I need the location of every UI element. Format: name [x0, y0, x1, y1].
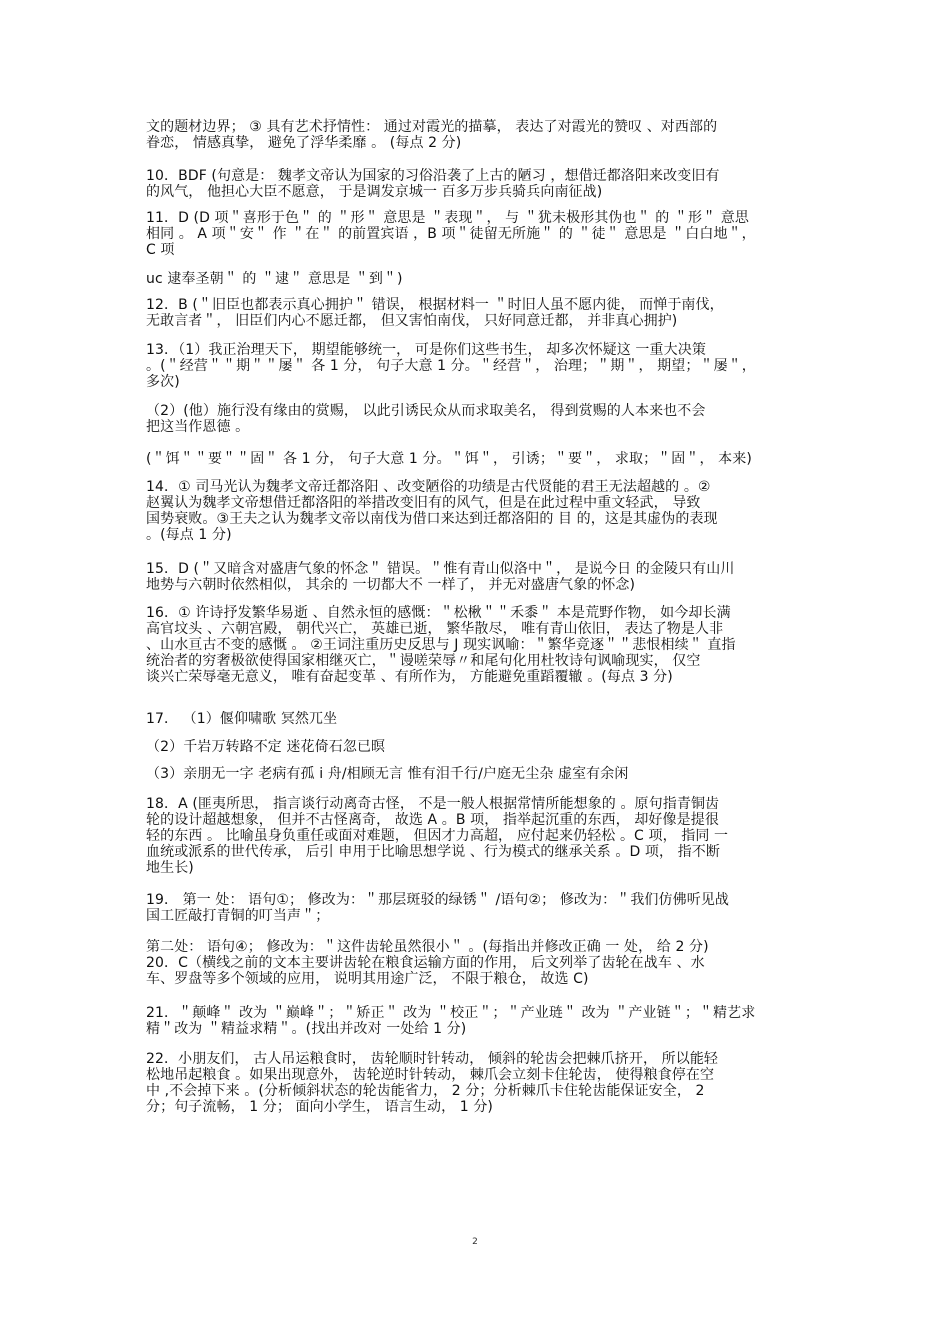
text-line: 中 ,不会掉下来 。(分析倾斜状态的轮齿能省力， 2 分；分析棘爪卡住轮齿能保证安全， 2 [146, 1083, 705, 1099]
text-line: 。(每点 1 分) [146, 527, 232, 543]
text-line: 22．小朋友们， 古人吊运粮食时， 齿轮顺时针转动， 倾斜的轮齿会把棘爪挤开， 所以能轻 [146, 1051, 719, 1067]
text-line: 赵翼认为魏孝文帝想借迁都洛阳的举措改变旧有的风气，但是在此过程中重文轻武， 导致 [146, 495, 701, 511]
text-line: （3）亲朋无一字 老病有孤 i 舟/相顾无言 惟有泪千行/户庭无尘杂 虚室有余闲 [146, 766, 629, 782]
text-line: 17． （1）偃仰啸歌 冥然兀坐 [146, 711, 338, 727]
text-line: 国势衰败。③王夫之认为魏孝文帝以南伐为借口来达到迁都洛阳的 目 的，这是其虚伪的表现 [146, 511, 718, 527]
text-line: (＂饵＂＂要＂＂固＂ 各 1 分， 句子大意 1 分。＂饵＂， 引诱；＂要＂， 求取；＂固＂， 本来) [146, 451, 752, 467]
page-number: 2 [472, 1237, 478, 1247]
text-line: 文的题材边界； ③ 具有艺术抒情性： 通过对霞光的描摹， 表达了对霞光的赞叹 、对西部的 [146, 119, 718, 135]
text-line: 统治者的穷奢极欲使得国家相继灭亡，＂谩嗟荣辱〃和尾句化用杜牧诗句讽喻现实， 仅空 [146, 653, 701, 669]
answer-15 [146, 561, 802, 593]
text-line: 精＂改为 ＂精益求精＂。(找出并改对 一处给 1 分) [146, 1021, 467, 1037]
text-line: 血统或派系的世代传承， 后引 申用于比喻思想学说 、行为模式的继承关系 。D 项， 指不断 [146, 844, 720, 860]
text-line: 相同 。 A 项＂安＂ 作 ＂在＂ 的前置宾语 ，B 项＂徒留无所施＂ 的 ＂徒＂ 意思是 ＂白白地＂， [146, 226, 756, 242]
text-line: 把这当作恩德 。 [146, 419, 250, 435]
text-line: 高官坟头 、六朝宫殿， 朝代兴亡， 英雄已逝， 繁华散尽， 唯有青山依旧， 表达了物是人非 [146, 621, 724, 637]
answer-13-scoring [146, 451, 802, 467]
text-line: 松地吊起粮食 。如果出现意外， 齿轮逆时针转动， 棘爪会立刻卡住轮齿， 使得粮食停在空 [146, 1067, 715, 1083]
text-line: 10．BDF (句意是： 魏孝文帝认为国家的习俗沿袭了上古的陋习 ，想借迁都洛阳来改变旧有 [146, 168, 720, 184]
text-line: 车、罗盘等多个领域的应用， 说明其用途广泛， 不限于粮仓， 故选 C) [146, 971, 589, 987]
answer-18 [146, 796, 802, 876]
text-line: 。(＂经营＂＂期＂＂屡＂ 各 1 分， 句子大意 1 分。＂经营＂， 治理；＂期＂， 期望；＂屡＂， [146, 358, 756, 374]
text-line: 15．D (＂又暗含对盛唐气象的怀念＂ 错误。＂惟有青山似洛中＂， 是说今日 的金陵只有山川 [146, 561, 735, 577]
text-line: 18．A (匪夷所思， 指言谈行动离奇古怪， 不是一般人根据常情所能想象的 。原句指青铜齿 [146, 796, 720, 812]
text-line: 的风气， 他担心大臣不愿意， 于是调发京城一 百多万步兵骑兵向南征战) [146, 184, 603, 200]
text-line: 地生长) [146, 860, 194, 876]
answer-22 [146, 1051, 802, 1115]
answer-12 [146, 297, 802, 329]
text-line: （2）(他）施行没有缘由的赏赐， 以此引诱民众从而求取美名， 得到赏赐的人本来也不会 [146, 403, 706, 419]
text-line: uc 逮奉圣朝＂ 的 ＂逮＂ 意思是 ＂到＂) [146, 271, 403, 287]
text-line: 21．＂颠峰＂ 改为 ＂巅峰＂；＂矫正＂ 改为 ＂校正＂；＂产业琏＂ 改为 ＂产业链＂；＂精艺求 [146, 1005, 756, 1021]
answer-11-continued [146, 271, 802, 287]
answer-21 [146, 1005, 802, 1037]
answer-13-1 [146, 342, 802, 390]
text-line: 、山水亘古不变的感慨 。 ②王词注重历史反思与 J 现实讽喻：＂繁华竞逐＂＂悲恨相续＂ 直指 [146, 637, 736, 653]
answer-17-1 [146, 711, 802, 727]
answer-16 [146, 605, 802, 685]
text-line: 14．① 司马光认为魏孝文帝迁都洛阳 、改变陋俗的功绩是古代贤能的君王无法超越的 。② [146, 479, 711, 495]
answer-19-20 [146, 939, 802, 987]
text-line: 19． 第一 处： 语句①； 修改为：＂那层斑驳的绿锈＂ /语句②； 修改为：＂我们仿佛听见战 [146, 892, 730, 908]
text-line: 多次) [146, 374, 180, 390]
answer-11 [146, 210, 802, 258]
text-line: 第二处： 语句④； 修改为：＂这件齿轮虽然很小＂ 。(每指出并修改正确 一 处， 给 2 分) [146, 939, 709, 955]
text-line: 无敢言者＂， 旧臣们内心不愿迁都， 但又害怕南伐， 只好同意迁都， 并非真心拥护) [146, 313, 678, 329]
text-line: 地势与六朝时依然相似， 其余的 一切都大不 一样了， 并无对盛唐气象的怀念) [146, 577, 636, 593]
text-line: 轻的东西 。 比喻虽身负重任或面对难题， 但因才力高超， 应付起来仍轻松 。C 项， 指同 一 [146, 828, 729, 844]
answer-13-2 [146, 403, 802, 435]
answer-para-0 [146, 119, 802, 151]
answer-19 [146, 892, 802, 924]
text-line: 12．B (＂旧臣也都表示真心拥护＂ 错误， 根据材料一 ＂时旧人虽不愿内徙， 而惮于南伐， [146, 297, 724, 313]
text-line: 13．（1）我正治理天下， 期望能够统一， 可是你们这些书生， 却多次怀疑这 一重大决策 [146, 342, 706, 358]
answer-10 [146, 168, 802, 200]
answer-17-3 [146, 766, 802, 782]
text-line: 16．① 许诗抒发繁华易逝 、自然永恒的感慨：＂松楸＂＂禾黍＂ 本是荒野作物， 如今却长满 [146, 605, 731, 621]
text-line: 眷恋， 情感真挚， 避免了浮华柔靡 。 (每点 2 分) [146, 135, 462, 151]
text-line: C 项 [146, 242, 175, 258]
text-line: 国工匠敲打青铜的叮当声＂； [146, 908, 330, 924]
text-line: 11．D (D 项＂喜形于色＂ 的 ＂形＂ 意思是 ＂表现＂， 与 ＂犹未极形其伪也＂ 的 ＂形＂ 意思 [146, 210, 749, 226]
text-line: 谈兴亡荣辱毫无意义， 唯有奋起变革 、有所作为， 方能避免重蹈覆辙 。(每点 3 分) [146, 669, 673, 685]
answer-17-2 [146, 739, 802, 755]
text-line: 轮的设计超越想象， 但并不古怪离奇， 故选 A 。B 项， 指举起沉重的东西， 却好像是提很 [146, 812, 719, 828]
text-line: （2）千岩万转路不定 迷花倚石忽已暝 [146, 739, 386, 755]
text-line: 20．C（横线之前的文本主要讲齿轮在粮食运输方面的作用， 后文列举了齿轮在战车 、水 [146, 955, 705, 971]
text-line: 分；句子流畅， 1 分； 面向小学生， 语言生动， 1 分) [146, 1099, 493, 1115]
answer-14 [146, 479, 802, 543]
